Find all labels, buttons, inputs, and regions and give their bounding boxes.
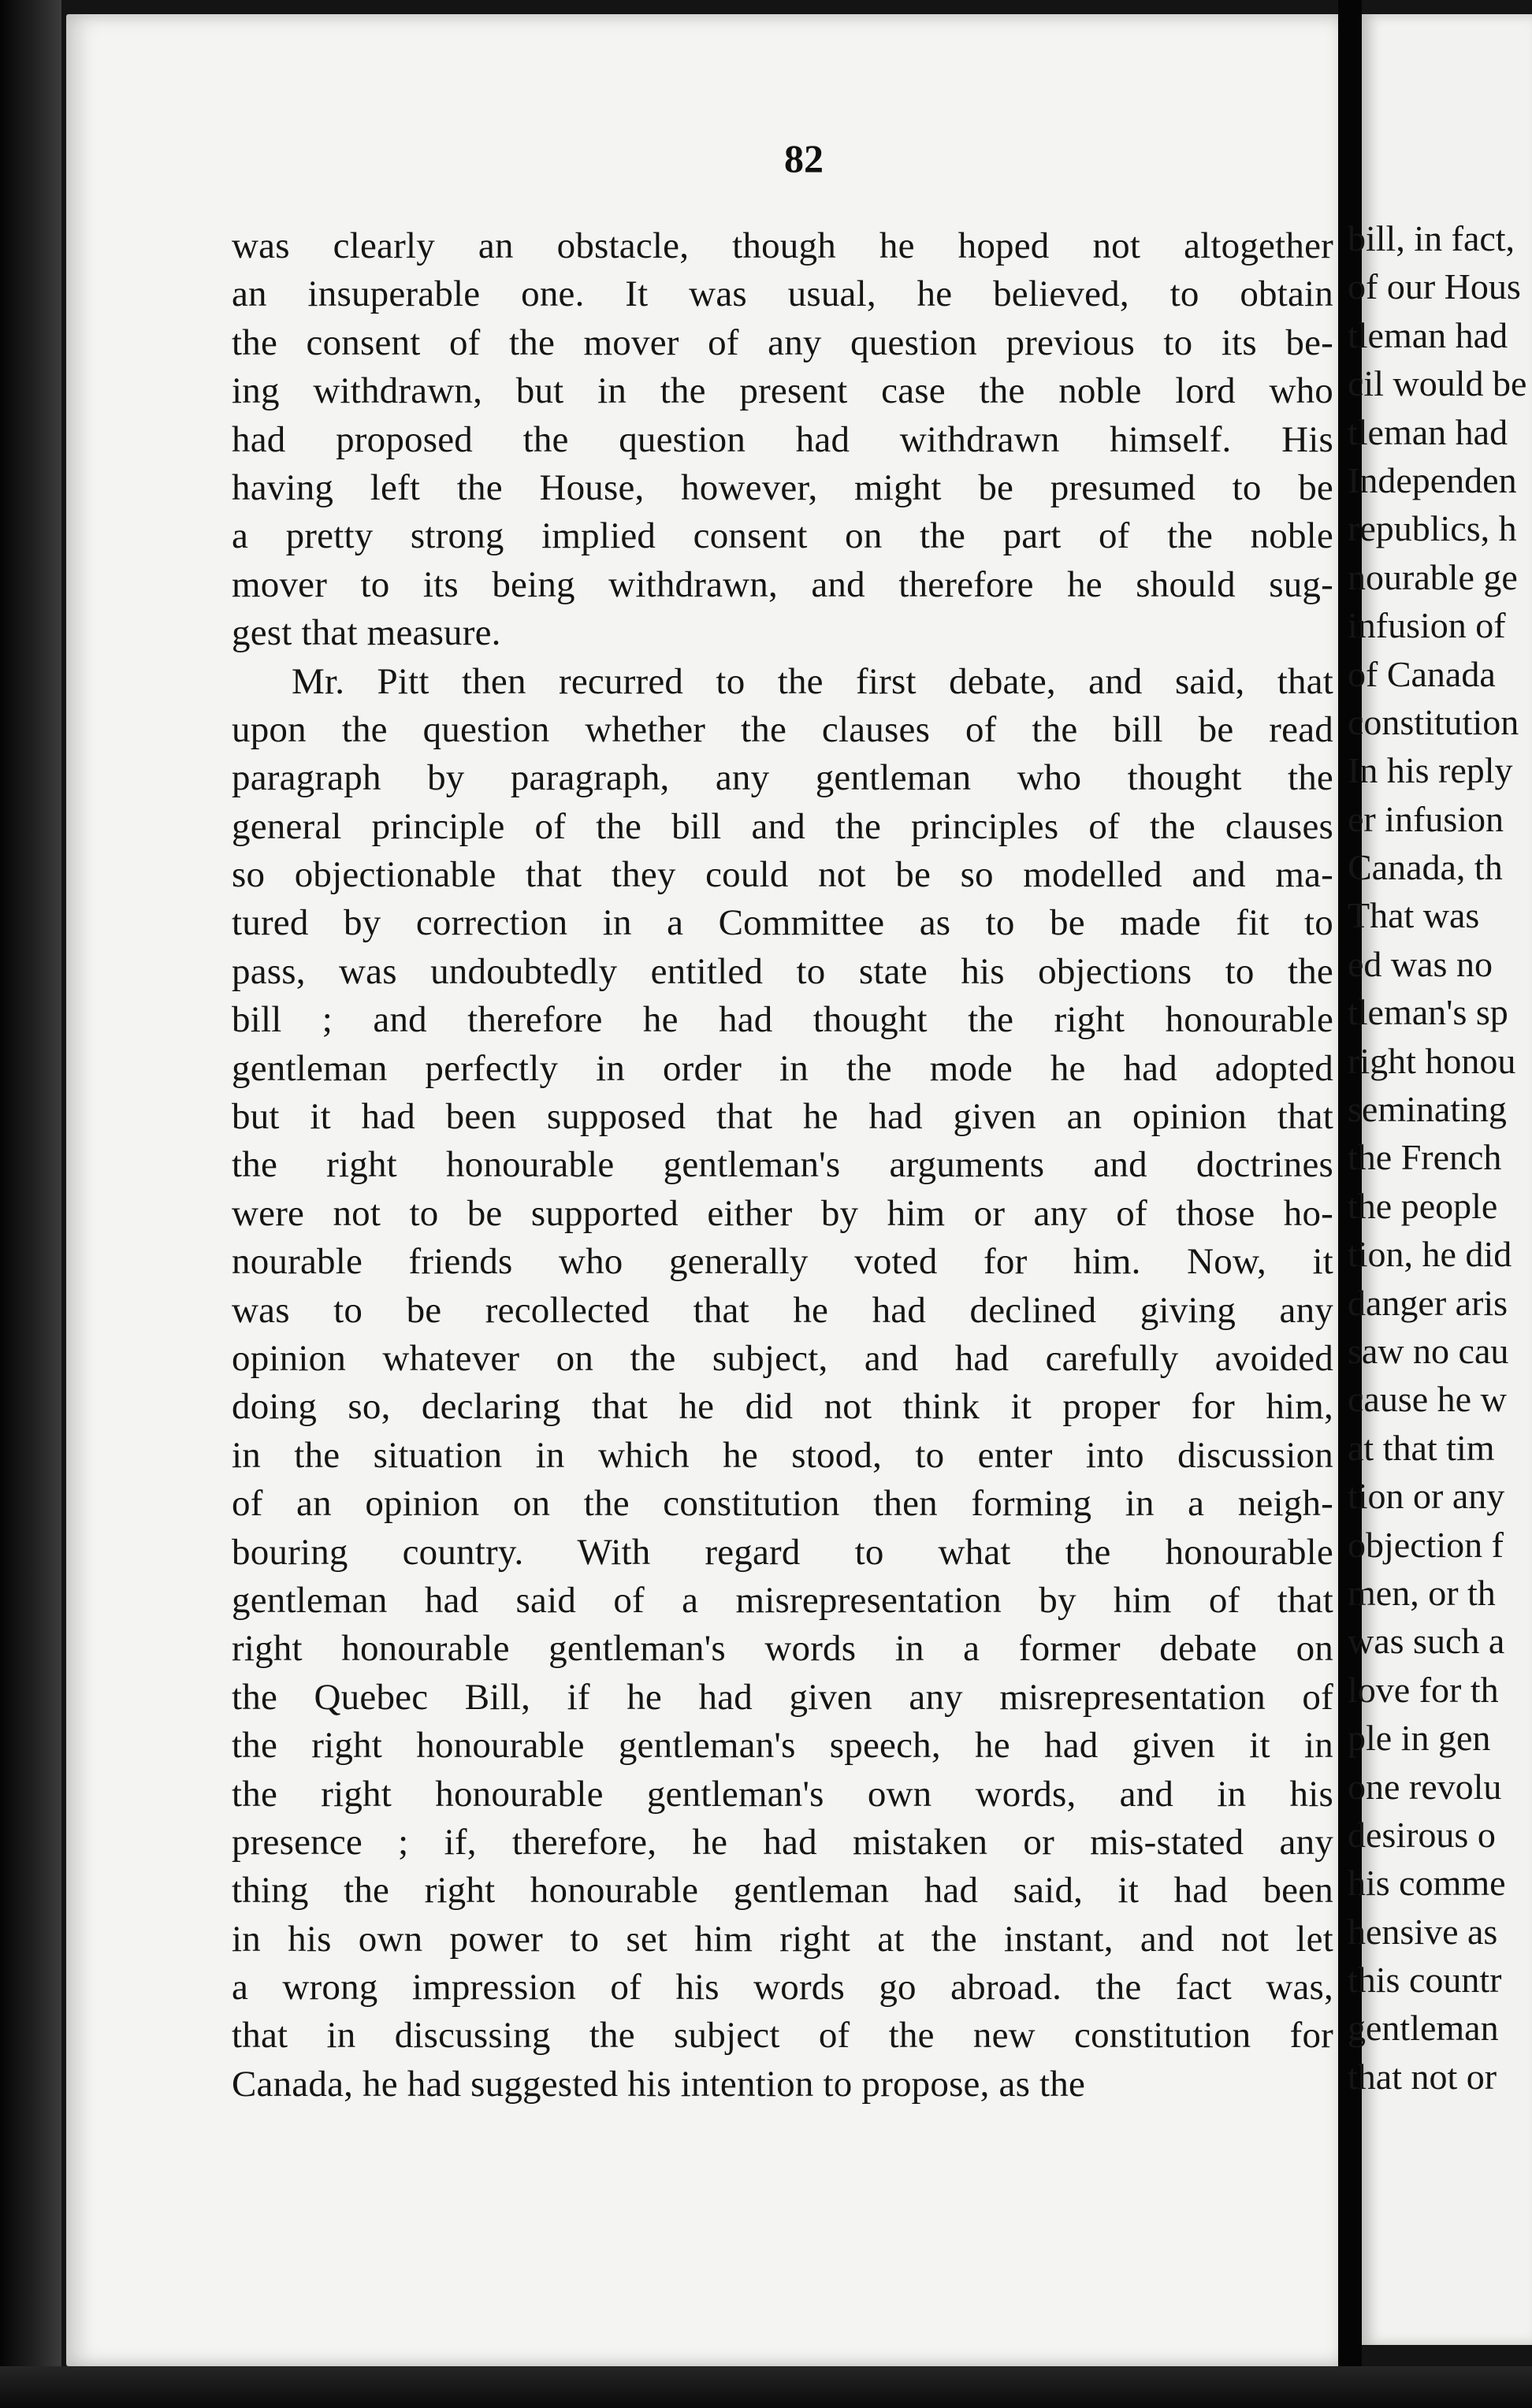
text-line: gentleman had said of a misrepresentation by him of that: [232, 1579, 1333, 1621]
text-line: republics, h: [1348, 508, 1517, 549]
text-line: were not to be supported either by him or any of those ho-: [232, 1192, 1333, 1234]
text-line: nourable ge: [1348, 556, 1518, 597]
text-line: Independen: [1348, 459, 1517, 500]
left-page-text: [232, 222, 1333, 2109]
text-line: of our Hous: [1348, 266, 1521, 307]
text-line: a pretty strong implied consent on the part of the noble: [232, 515, 1333, 557]
text-line: was such a: [1348, 1621, 1505, 1662]
text-line: desirous o: [1348, 1814, 1496, 1855]
text-line: a wrong impression of his words go abroad. the fact was,: [232, 1967, 1333, 2009]
text-line: upon the question whether the clauses of the bill be read: [232, 708, 1333, 750]
text-line: an insuperable one. It was usual, he believed, to obtain: [232, 273, 1333, 315]
text-line: the Quebec Bill, if he had given any misrepresentation of: [232, 1676, 1333, 1718]
text-line: of an opinion on the constitution then forming in a neigh-: [232, 1483, 1333, 1525]
text-line: tleman had: [1348, 411, 1508, 452]
text-line: Canada, th: [1348, 847, 1503, 888]
text-line: ed was no: [1348, 943, 1493, 984]
left-binding-edge: [0, 0, 61, 2408]
text-line: the right honourable gentleman's own words, and in his: [232, 1773, 1333, 1815]
text-line: mover to its being withdrawn, and therefore he should sug-: [232, 563, 1333, 605]
text-line: that in discussing the subject of the new constitution for: [232, 2015, 1333, 2057]
text-line: gest that measure.: [232, 612, 501, 654]
text-line: bill ; and therefore he had thought the right honourable: [232, 999, 1333, 1041]
text-line: infusion of: [1348, 605, 1506, 646]
text-line: opinion whatever on the subject, and had carefully avoided: [232, 1337, 1333, 1379]
text-line: cause he w: [1348, 1379, 1507, 1420]
text-line: gentleman: [1348, 2008, 1499, 2049]
text-line: nourable friends who generally voted for him. Now, it: [232, 1241, 1333, 1283]
text-line: general principle of the bill and the principles of the clauses: [232, 805, 1333, 847]
text-line: bill, in fact,: [1348, 218, 1515, 258]
text-line: having left the House, however, might be presumed to be: [232, 466, 1333, 508]
text-line: Mr. Pitt then recurred to the first debate, and said, that: [292, 660, 1333, 702]
text-line: his comme: [1348, 1863, 1506, 1904]
text-line: That was: [1348, 895, 1480, 936]
text-line: love for th: [1348, 1669, 1499, 1710]
text-line: ple in gen: [1348, 1718, 1491, 1759]
text-line: tured by correction in a Committee as to be made fit to: [232, 902, 1333, 944]
text-line: tion or any: [1348, 1476, 1505, 1517]
text-line: Canada, he had suggested his intention to propose, as the: [232, 2063, 1086, 2105]
text-line: in his own power to set him right at the instant, and not let: [232, 1918, 1333, 1960]
text-line: the consent of the mover of any question previous to its be-: [232, 321, 1333, 363]
text-line: gentleman perfectly in order in the mode he had adopted: [232, 1047, 1333, 1089]
text-line: men, or th: [1348, 1572, 1496, 1613]
text-line: pass, was undoubtedly entitled to state his objections to the: [232, 950, 1333, 992]
text-line: ing withdrawn, but in the present case the noble lord who: [232, 370, 1333, 412]
text-line: tleman had: [1348, 314, 1508, 355]
text-line: one revolu: [1348, 1766, 1502, 1807]
text-line: so objectionable that they could not be so modelled and ma-: [232, 854, 1333, 896]
text-line: had proposed the question had withdrawn himself. His: [232, 418, 1333, 460]
text-line: thing the right honourable gentleman had said, it had been: [232, 1870, 1333, 1912]
text-line: tion, he did: [1348, 1234, 1512, 1275]
text-line: bouring country. With regard to what the honourable: [232, 1531, 1333, 1573]
text-line: cil would be: [1348, 363, 1527, 404]
text-line: that not or: [1348, 2056, 1497, 2097]
text-line: the right honourable gentleman's speech, he had given it in: [232, 1725, 1333, 1767]
text-line: right honou: [1348, 1040, 1516, 1081]
text-line: doing so, declaring that he did not think it proper for him,: [232, 1386, 1333, 1428]
text-line: this countr: [1348, 1960, 1502, 2001]
text-line: was to be recollected that he had declined giving any: [232, 1289, 1333, 1331]
text-line: hensive as: [1348, 1911, 1498, 1952]
text-line: the French: [1348, 1137, 1502, 1178]
text-line: but it had been supposed that he had given an opinion that: [232, 1096, 1333, 1138]
bottom-edge: [0, 2366, 1532, 2408]
page-number: 82: [784, 136, 824, 180]
text-line: at that tim: [1348, 1427, 1495, 1468]
text-line: the people: [1348, 1185, 1498, 1226]
text-line: right honourable gentleman's words in a former debate on: [232, 1628, 1333, 1670]
text-line: danger aris: [1348, 1282, 1508, 1323]
text-line: presence ; if, therefore, he had mistaken or mis-stated any: [232, 1821, 1333, 1863]
text-line: constitution: [1348, 701, 1519, 742]
text-line: in the situation in which he stood, to enter into discussion: [232, 1434, 1333, 1476]
text-line: of Canada: [1348, 653, 1496, 694]
text-line: seminating: [1348, 1089, 1507, 1130]
text-line: er infusion: [1348, 798, 1504, 839]
text-line: paragraph by paragraph, any gentleman who thought the: [232, 757, 1333, 799]
text-line: tleman's sp: [1348, 992, 1508, 1033]
right-page-text: [1343, 214, 1532, 2101]
text-line: the right honourable gentleman's arguments and doctrines: [232, 1144, 1333, 1186]
text-line: In his reply: [1348, 750, 1513, 791]
text-line: was clearly an obstacle, though he hoped not altogether: [232, 225, 1333, 266]
text-line: saw no cau: [1348, 1330, 1509, 1371]
text-line: objection f: [1348, 1524, 1504, 1565]
